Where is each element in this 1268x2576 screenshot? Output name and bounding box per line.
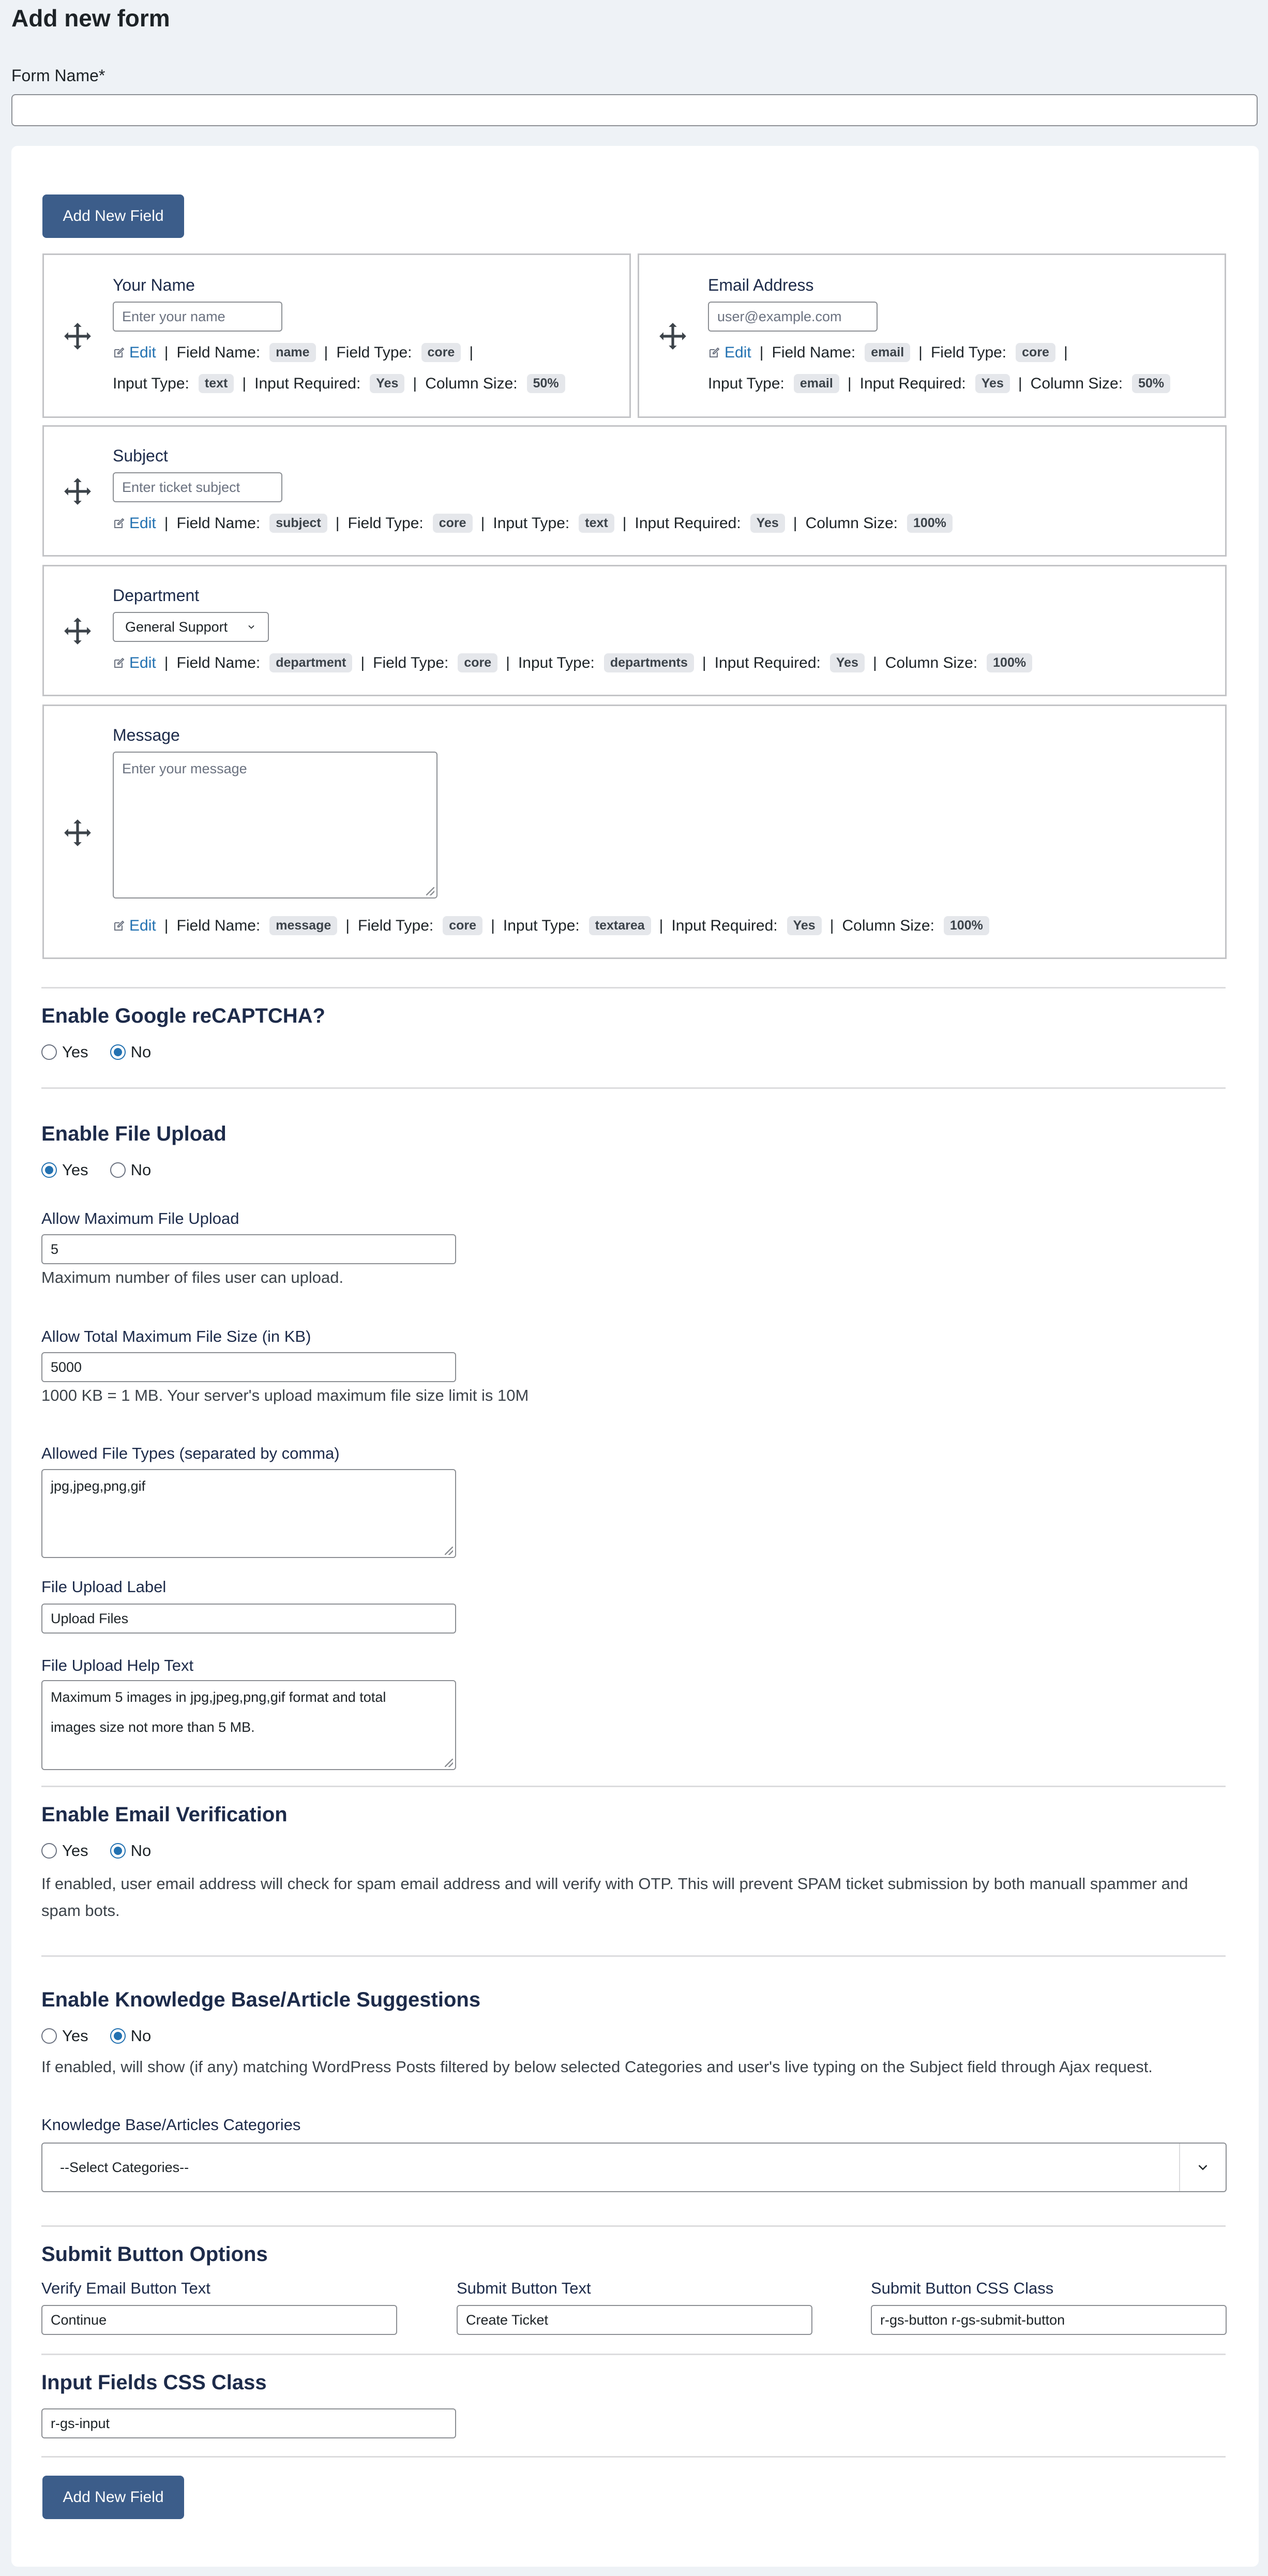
file-types-label: Allowed File Types (separated by comma) [41,1444,340,1462]
field-type-badge: core [421,343,461,362]
form-name-label: Form Name* [11,66,105,85]
email-verification-help: If enabled, user email address will check for spam email address and will verify with OTP. This will prevent SPAM ticket submission by both manuall spammer and spam bots. [41,1875,1188,1920]
field-type-badge: core [1016,343,1055,362]
pencil-square-icon [113,347,125,359]
kb-suggestions-radio-group: Yes No [41,2027,173,2045]
chevron-down-icon [1195,2160,1211,2175]
field-meta-line-1: Edit | Field Name: name | Field Type: core | [113,343,481,362]
file-upload-title: Enable File Upload [41,1122,227,1145]
recaptcha-title: Enable Google reCAPTCHA? [41,1005,325,1027]
field-name-badge: message [269,916,337,935]
input-type-badge: textarea [589,916,651,935]
input-css-input[interactable]: r-gs-input [41,2408,456,2438]
chevron-down-icon [246,622,256,632]
kb-suggestions-yes-radio[interactable] [41,2028,57,2044]
section-divider [41,2456,1226,2458]
pencil-square-icon [113,657,125,669]
section-divider [41,2225,1226,2227]
email-verification-yes-radio[interactable] [41,1843,57,1859]
edit-field-link[interactable]: Edit [113,917,156,935]
help-text-textarea[interactable]: Maximum 5 images in jpg,jpeg,png,gif format and total images size not more than 5 MB. [41,1680,456,1770]
field-type-badge: core [458,653,497,672]
upload-label-label: File Upload Label [41,1578,167,1596]
section-divider [41,1087,1226,1089]
section-divider [41,1786,1226,1787]
kb-suggestions-title: Enable Knowledge Base/Article Suggestions [41,1988,481,2011]
field-label: Your Name [113,276,195,294]
submit-button-text-label: Submit Button Text [457,2279,591,2297]
column-size-badge: 100% [907,514,953,533]
column-size-badge: 100% [944,916,989,935]
kb-categories-label: Knowledge Base/Articles Categories [41,2116,301,2134]
input-type-badge: email [794,374,839,393]
submit-button-css-input[interactable]: r-gs-button r-gs-submit-button [871,2305,1227,2335]
field-card-name [42,253,631,418]
edit-field-link[interactable]: Edit [113,344,156,362]
file-types-textarea[interactable]: jpg,jpeg,png,gif [41,1469,456,1558]
form-name-input[interactable] [11,94,1258,126]
verify-button-text-label: Verify Email Button Text [41,2279,210,2297]
pencil-square-icon [708,347,720,359]
kb-suggestions-help: If enabled, will show (if any) matching WordPress Posts filtered by below selected Categories and user's live typing on the Subject field through Ajax request. [41,2058,1153,2076]
input-required-badge: Yes [370,374,404,393]
file-upload-no-radio[interactable] [110,1162,126,1178]
move-arrows-icon[interactable] [657,320,689,352]
add-new-field-button-bottom[interactable]: Add New Field [42,2476,184,2519]
input-required-badge: Yes [830,653,865,672]
field-name-badge: email [865,343,910,362]
field-name-badge: subject [269,514,327,533]
page-title: Add new form [11,5,170,32]
section-divider [41,1955,1226,1957]
recaptcha-no-radio[interactable] [110,1044,126,1060]
submit-button-css-label: Submit Button CSS Class [871,2279,1054,2297]
section-divider [41,987,1226,989]
field-name-badge: department [269,653,352,672]
name-preview-input[interactable]: Enter your name [113,302,282,332]
submit-options-title: Submit Button Options [41,2243,268,2266]
move-arrows-icon[interactable] [62,320,94,352]
kb-suggestions-no-radio[interactable] [110,2028,126,2044]
field-label: Subject [113,446,168,465]
column-size-badge: 50% [1132,374,1170,393]
subject-preview-input[interactable]: Enter ticket subject [113,472,282,502]
add-new-field-button-top[interactable]: Add New Field [42,194,184,238]
move-arrows-icon[interactable] [62,817,94,849]
max-size-label: Allow Total Maximum File Size (in KB) [41,1327,311,1345]
field-label: Email Address [708,276,814,294]
edit-field-link[interactable]: Edit [113,654,156,672]
move-arrows-icon[interactable] [62,615,94,647]
field-card-email [638,253,1226,418]
field-meta-line: Edit | Field Name: message | Field Type: core | Input Type: textarea | Input Required: Yes | Column Size: 100% [113,916,989,935]
field-name-badge: name [269,343,315,362]
input-type-badge: text [579,514,614,533]
file-upload-radio-group: Yes No [41,1161,173,1179]
verify-button-text-input[interactable]: Continue [41,2305,397,2335]
field-label: Message [113,726,180,744]
help-text-label: File Upload Help Text [41,1656,194,1674]
field-card-subject [42,425,1227,557]
input-required-badge: Yes [787,916,822,935]
input-required-badge: Yes [975,374,1010,393]
max-files-label: Allow Maximum File Upload [41,1209,239,1227]
max-files-help: Maximum number of files user can upload. [41,1268,344,1286]
section-divider [41,2354,1226,2355]
field-meta-line-2: Input Type: email | Input Required: Yes | Column Size: 50% [708,374,1170,393]
field-meta-line: Edit | Field Name: subject | Field Type: core | Input Type: text | Input Required: Yes | Column Size: 100% [113,514,953,533]
field-card-department [42,565,1227,696]
input-type-badge: departments [604,653,694,672]
submit-button-text-input[interactable]: Create Ticket [457,2305,812,2335]
email-verification-no-radio[interactable] [110,1843,126,1859]
recaptcha-yes-radio[interactable] [41,1044,57,1060]
field-meta-line-1: Edit | Field Name: email | Field Type: core | [708,343,1076,362]
resize-grip-icon[interactable] [426,887,434,895]
input-css-title: Input Fields CSS Class [41,2371,267,2394]
column-size-badge: 100% [987,653,1032,672]
max-size-input[interactable]: 5000 [41,1352,456,1382]
recaptcha-radio-group: Yes No [41,1043,173,1061]
field-label: Department [113,586,200,605]
department-preview-select[interactable]: General Support [113,612,269,642]
edit-field-link[interactable]: Edit [113,515,156,532]
email-verification-title: Enable Email Verification [41,1803,288,1826]
max-files-input[interactable]: 5 [41,1234,456,1264]
pencil-square-icon [113,920,125,932]
field-type-badge: core [443,916,482,935]
pencil-square-icon [113,517,125,530]
input-type-badge: text [199,374,234,393]
move-arrows-icon[interactable] [62,475,94,507]
resize-grip-icon[interactable] [445,1759,453,1767]
kb-categories-dropdown-toggle[interactable] [1179,2144,1226,2191]
email-verification-radio-group: Yes No [41,1841,173,1860]
resize-grip-icon[interactable] [445,1547,453,1555]
upload-label-input[interactable]: Upload Files [41,1604,456,1634]
file-upload-yes-radio[interactable] [41,1162,57,1178]
input-required-badge: Yes [750,514,785,533]
edit-field-link[interactable]: Edit [708,344,751,362]
email-preview-input[interactable]: user@example.com [708,302,878,332]
field-card-message [42,705,1227,959]
kb-categories-select[interactable]: --Select Categories-- [41,2143,1227,2192]
field-meta-line-2: Input Type: text | Input Required: Yes | Column Size: 50% [113,374,565,393]
max-size-help: 1000 KB = 1 MB. Your server's upload maximum file size limit is 10M [41,1386,529,1404]
column-size-badge: 50% [527,374,565,393]
field-meta-line: Edit | Field Name: department | Field Type: core | Input Type: departments | Input Required: Yes | Column Size: 100% [113,653,1032,672]
message-preview-textarea[interactable]: Enter your message [113,752,437,898]
field-type-badge: core [433,514,473,533]
